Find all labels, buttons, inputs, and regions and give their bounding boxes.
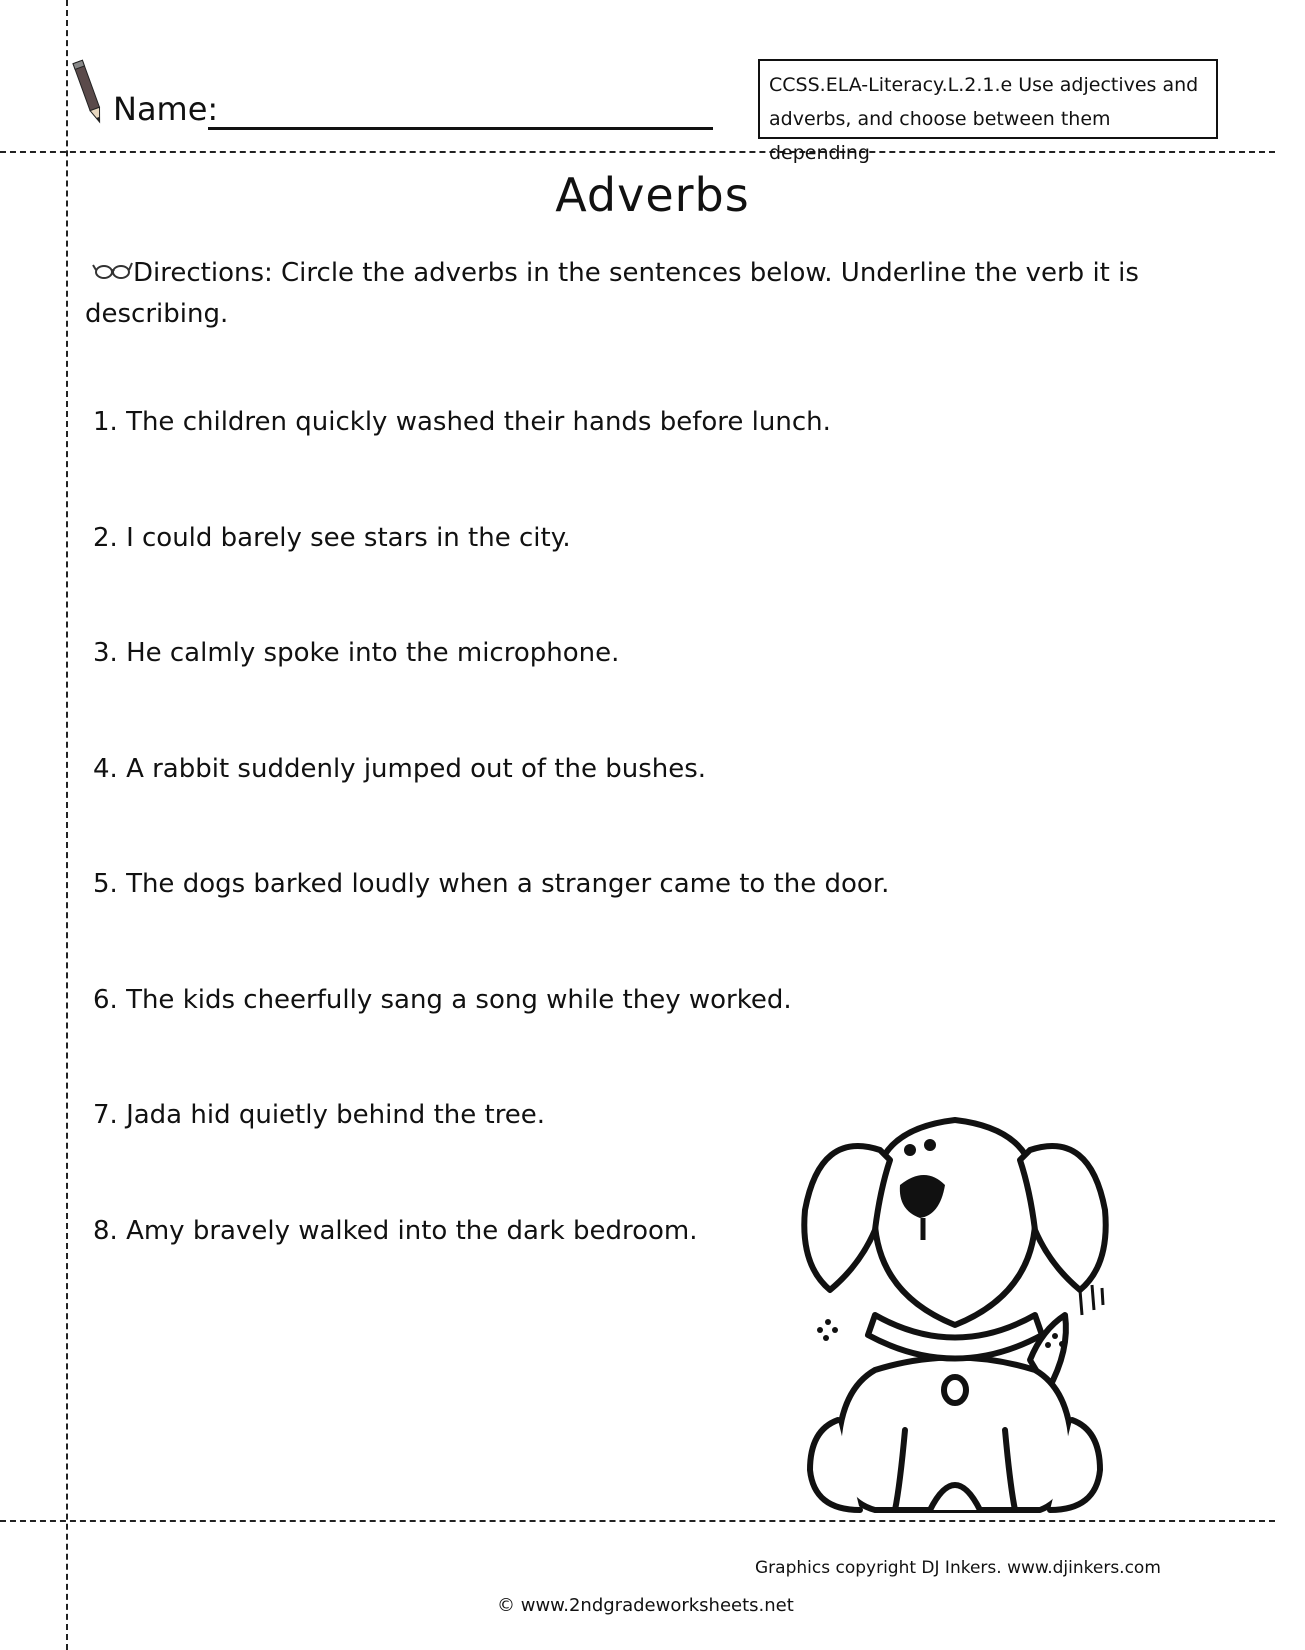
question-2: 2. I could barely see stars in the city. [93,523,571,553]
top-margin-line [0,151,1275,153]
glasses-icon [93,259,133,281]
left-margin-line [66,0,68,1650]
question-6: 6. The kids cheerfully sang a song while they worked. [93,985,792,1015]
directions [85,253,1195,335]
graphics-credit: Graphics copyright DJ Inkers. www.djinkers.com [755,1558,1161,1578]
page-title: Adverbs [555,168,750,222]
question-1: 1. The children quickly washed their hands before lunch. [93,407,831,437]
question-3: 3. He calmly spoke into the microphone. [93,638,620,668]
question-4: 4. A rabbit suddenly jumped out of the bushes. [93,754,707,784]
question-7: 7. Jada hid quietly behind the tree. [93,1100,546,1130]
name-label: Name: [113,90,219,128]
question-5: 5. The dogs barked loudly when a stranger came to the door. [93,869,890,899]
dog-illustration [780,1090,1110,1530]
name-field[interactable] [208,127,713,130]
directions-text: Directions: Circle the adverbs in the sentences below. Underline the verb it is describing. [85,258,1139,329]
standard-box: CCSS.ELA-Literacy.L.2.1.e Use adjectives and adverbs, and choose between them depending [758,59,1218,139]
pencil-icon [74,58,104,128]
question-8: 8. Amy bravely walked into the dark bedroom. [93,1216,698,1246]
website-link[interactable]: © www.2ndgradeworksheets.net [497,1595,794,1616]
